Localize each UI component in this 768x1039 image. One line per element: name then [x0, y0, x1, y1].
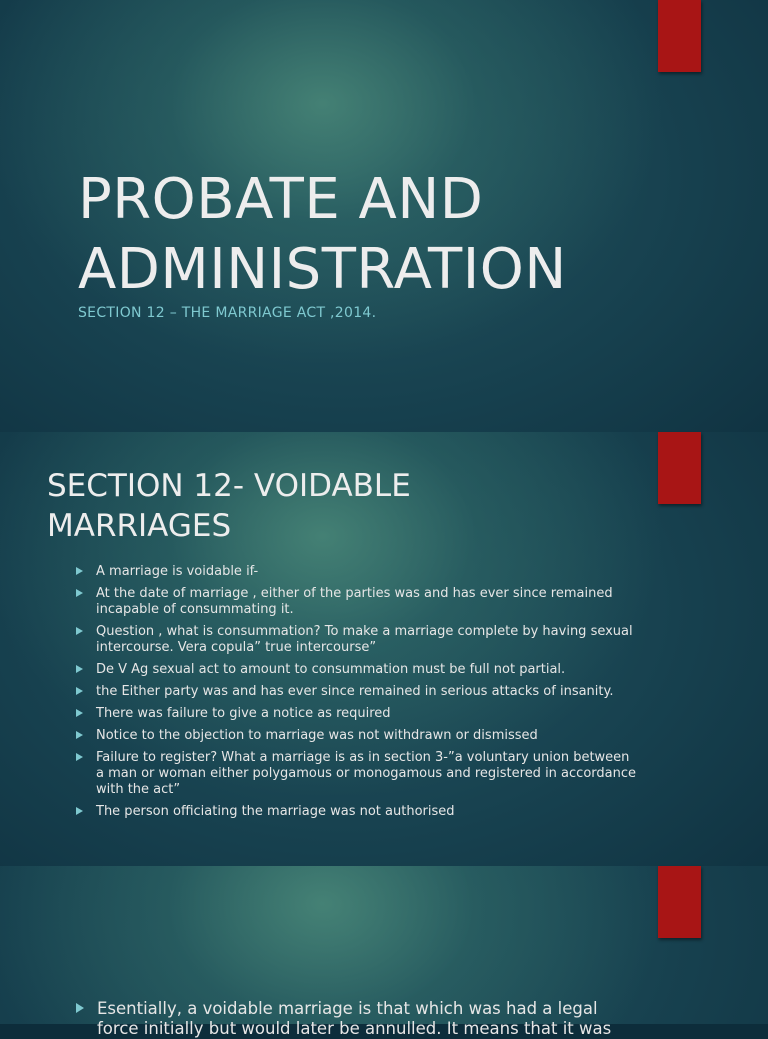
- list-item: [76, 586, 636, 618]
- slide-2-bullet-list: [76, 564, 636, 826]
- list-item: [76, 706, 636, 722]
- bullet-text: De V Ag sexual act to amount to consummation must be full not partial.: [96, 662, 566, 677]
- list-item: [76, 750, 636, 798]
- bullet-arrow-icon: [76, 665, 83, 673]
- list-item: [76, 728, 636, 744]
- bullet-text: There was failure to give a notice as required: [96, 706, 391, 721]
- bullet-arrow-icon: [76, 807, 83, 815]
- bullet-text: Notice to the objection to marriage was not withdrawn or dismissed: [96, 728, 538, 743]
- bullet-arrow-icon: [76, 753, 83, 761]
- bullet-text: The person officiating the marriage was not authorised: [96, 804, 455, 819]
- list-item: [76, 804, 636, 820]
- bullet-text: At the date of marriage , either of the parties was and has ever since remained incapable of consummating it.: [96, 586, 613, 617]
- bullet-arrow-icon: [76, 589, 83, 597]
- slide-2: [0, 432, 768, 866]
- list-item: [76, 999, 636, 1039]
- slide-2-title-line2: MARRIAGES: [47, 508, 232, 544]
- list-item: [76, 624, 636, 656]
- bullet-arrow-icon: [76, 709, 83, 717]
- slide-2-title: [47, 466, 411, 546]
- bullet-arrow-icon: [76, 731, 83, 739]
- slide-3: [0, 866, 768, 1038]
- list-item: [76, 684, 636, 700]
- bullet-text: Question , what is consummation? To make a marriage complete by having sexual intercourse. Vera copula” true intercourse”: [96, 624, 633, 655]
- slide-1-title-line2: ADMINISTRATION: [78, 237, 567, 302]
- slide-3-bullet-list: [76, 999, 636, 1039]
- slide-2-title-line1: SECTION 12- VOIDABLE: [47, 468, 411, 504]
- slide-1-title: [78, 165, 567, 305]
- slide-2-accent-bar: [658, 432, 701, 504]
- bullet-arrow-icon: [76, 567, 83, 575]
- bullet-text: Esentially, a voidable marriage is that which was had a legal force initially but would later be annulled. It means that it was: [97, 999, 612, 1038]
- slide-3-accent-bar: [658, 866, 701, 938]
- slide-1-accent-bar: [658, 0, 701, 72]
- slide-1-title-line1: PROBATE AND: [78, 167, 484, 232]
- bullet-arrow-icon: [76, 1003, 84, 1013]
- bullet-arrow-icon: [76, 687, 83, 695]
- slide-1: [0, 0, 768, 432]
- bullet-text: A marriage is voidable if-: [96, 564, 259, 579]
- list-item: [76, 662, 636, 678]
- slide-1-subtitle: SECTION 12 – THE MARRIAGE ACT ,2014.: [78, 305, 377, 321]
- bullet-text: Failure to register? What a marriage is as in section 3-”a voluntary union between a man or woman either polygamous or monogamous and registered in accordance with the act”: [96, 750, 636, 797]
- bullet-arrow-icon: [76, 627, 83, 635]
- bullet-text: the Either party was and has ever since remained in serious attacks of insanity.: [96, 684, 614, 699]
- list-item: [76, 564, 636, 580]
